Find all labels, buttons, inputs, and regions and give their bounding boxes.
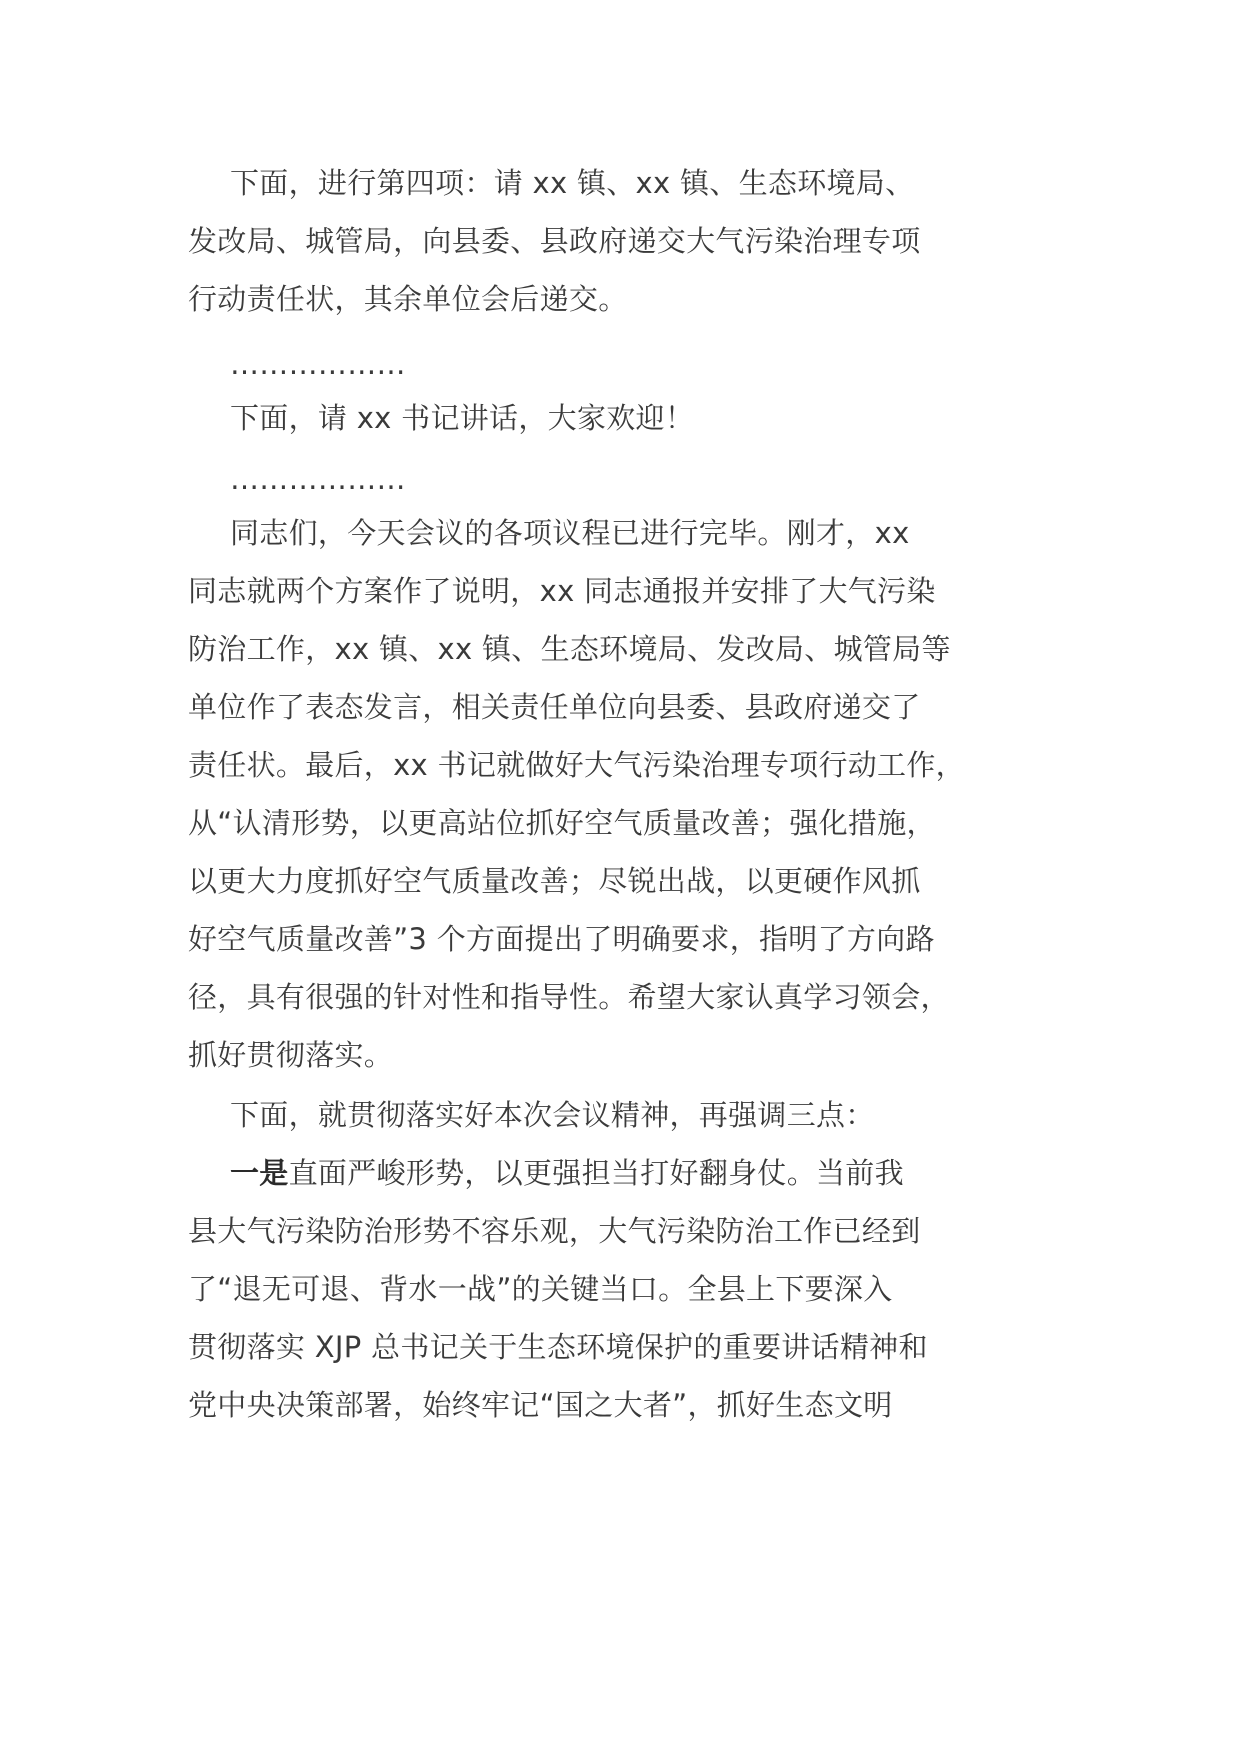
text-line (230, 344, 406, 384)
text-line (188, 1385, 893, 1425)
line-text: 防治工作，xx 镇、xx 镇、生态环境局、发改局、城管局等 (188, 632, 951, 666)
line-text: 下面，就贯彻落实好本次会议精神，再强调三点： (230, 1098, 875, 1132)
line-text: 好空气质量改善”3 个方面提出了明确要求，指明了方向路 (188, 922, 935, 956)
line-text: 了“退无可退、背水一战”的关键当口。全县上下要深入 (188, 1272, 893, 1306)
text-line (188, 571, 936, 611)
line-text: 直面严峻形势，以更强担当打好翻身仗。当前我 (288, 1156, 904, 1190)
line-text: 抓好贯彻落实。 (188, 1038, 394, 1072)
line-text: ……………… (230, 347, 406, 381)
line-text: 从“认清形势，以更高站位抓好空气质量改善；强化措施， (188, 806, 936, 840)
text-line (230, 513, 910, 553)
text-line (188, 977, 950, 1017)
emphasis-text: 一是 (230, 1156, 289, 1190)
text-line (188, 279, 628, 319)
line-text: 径，具有很强的针对性和指导性。希望大家认真学习领会， (188, 980, 950, 1014)
text-line (230, 1153, 904, 1193)
text-line (188, 745, 965, 785)
text-line (188, 687, 921, 727)
text-line (188, 1269, 893, 1309)
text-line (188, 221, 921, 261)
line-text: 县大气污染防治形势不容乐观，大气污染防治工作已经到 (188, 1214, 921, 1248)
text-line (188, 861, 921, 901)
line-text: 以更大力度抓好空气质量改善；尽锐出战，以更硬作风抓 (188, 864, 921, 898)
line-text: ……………… (230, 462, 406, 496)
text-line (188, 1327, 928, 1367)
line-text: 党中央决策部署，始终牢记“国之大者”，抓好生态文明 (188, 1388, 893, 1422)
line-text: 行动责任状，其余单位会后递交。 (188, 282, 628, 316)
text-line (230, 398, 694, 438)
line-text: 单位作了表态发言，相关责任单位向县委、县政府递交了 (188, 690, 921, 724)
text-line (188, 803, 936, 843)
text-line (230, 1095, 875, 1135)
line-text: 责任状。最后，xx 书记就做好大气污染治理专项行动工作， (188, 748, 965, 782)
line-text: 同志就两个方案作了说明，xx 同志通报并安排了大气污染 (188, 574, 936, 608)
line-text: 贯彻落实 XJP 总书记关于生态环境保护的重要讲话精神和 (188, 1330, 928, 1364)
text-line (188, 1211, 921, 1251)
line-text: 发改局、城管局，向县委、县政府递交大气污染治理专项 (188, 224, 921, 258)
text-line (188, 629, 951, 669)
line-text: 下面，进行第四项：请 xx 镇、xx 镇、生态环境局、 (230, 166, 915, 200)
text-line (188, 1035, 393, 1075)
text-line (188, 919, 935, 959)
text-line (230, 459, 406, 499)
text-line (230, 163, 914, 203)
line-text: 下面，请 xx 书记讲话，大家欢迎！ (230, 401, 695, 435)
line-text: 同志们，今天会议的各项议程已进行完毕。刚才，xx (230, 516, 910, 550)
